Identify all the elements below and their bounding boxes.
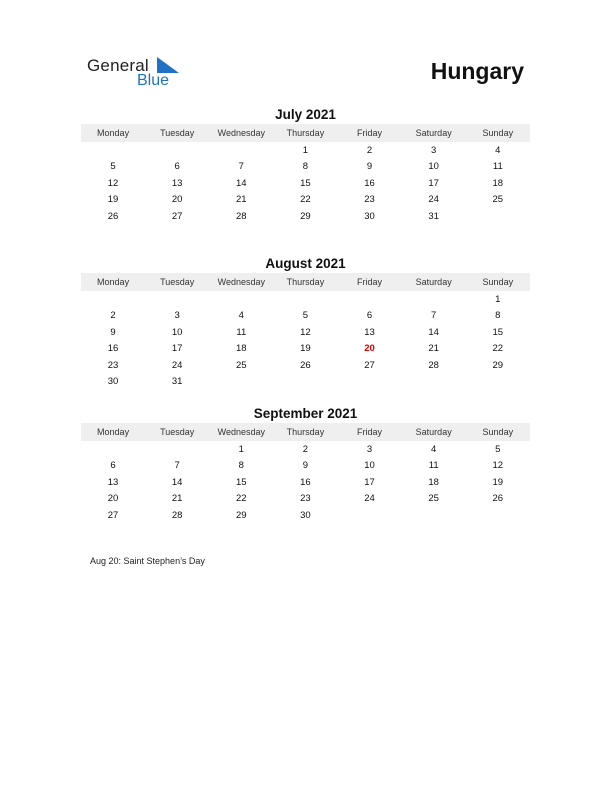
week-row [81,458,530,475]
day-cell: 15 [492,326,504,338]
day-cell: 18 [492,177,504,189]
month-title: September 2021 [253,406,358,421]
day-cell: 29 [236,509,247,521]
day-cell: 26 [492,493,504,505]
day-cell: 15 [300,177,311,189]
weekday-header: Sunday [482,427,514,437]
day-cell: 3 [174,310,180,322]
holiday-notes [90,556,205,566]
week-row [81,192,530,209]
week-row [81,491,530,508]
weekday-header: Tuesday [160,128,195,138]
day-cell: 24 [171,359,183,371]
logo-general-text: General [87,56,149,75]
day-cell: 16 [107,343,119,355]
day-cell: 8 [238,460,244,472]
day-cell: 28 [428,359,439,371]
day-cell: 5 [495,443,501,455]
month-block-july [81,106,530,225]
day-cell: 25 [428,493,439,505]
day-cell: 28 [236,210,247,222]
day-cell: 2 [366,144,373,156]
day-cell: 25 [236,359,247,371]
day-cell: 17 [428,177,439,189]
day-cell: 4 [238,310,244,322]
day-cell: 20 [107,493,119,505]
weekday-header: Monday [97,128,130,138]
day-cell: 9 [366,161,373,173]
day-cell: 28 [171,509,183,521]
day-cell: 20 [171,194,183,206]
weekday-header: Saturday [415,277,452,287]
weekday-header: Tuesday [160,277,195,287]
holiday-note: Aug 20: Saint Stephen’s Day [90,556,205,566]
day-cell: 13 [171,177,183,189]
generalblue-logo [87,56,197,92]
day-cell: 9 [302,460,309,472]
week-row [81,507,530,524]
week-row [81,308,530,325]
weekday-header: Tuesday [160,427,195,437]
day-cell: 18 [428,476,439,488]
weekday-header-row [81,273,530,291]
day-cell: 2 [302,443,309,455]
day-cell: 10 [428,161,439,173]
weekday-header: Wednesday [217,277,265,287]
day-cell: 23 [107,359,119,371]
day-cell: 4 [495,144,501,156]
day-cell: 19 [300,343,311,355]
weekday-header: Thursday [286,427,325,437]
day-cell: 6 [366,310,373,322]
day-cell: 24 [364,493,375,505]
day-cell: 21 [171,493,183,505]
day-cell: 11 [428,460,439,472]
week-row [81,208,530,225]
day-cell: 30 [107,376,119,388]
day-cell: 21 [236,194,247,206]
day-cell: 27 [107,509,119,521]
week-row [81,291,530,308]
day-cell: 30 [300,509,311,521]
month-block-september [81,405,530,524]
week-row [81,341,530,358]
day-cell: 13 [364,326,375,338]
week-row [81,324,530,341]
day-cell: 8 [302,161,309,173]
day-cell: 17 [364,476,375,488]
weekday-header: Thursday [286,277,325,287]
day-cell: 14 [171,476,183,488]
day-cell: 14 [428,326,439,338]
weekday-header: Friday [357,427,383,437]
weekday-header: Wednesday [217,128,265,138]
day-cell: 8 [495,310,501,322]
weekday-header-row [81,124,530,142]
day-cell: 7 [174,460,180,472]
month-title: July 2021 [275,107,336,122]
weekday-header: Friday [357,128,383,138]
weekday-header: Monday [97,427,130,437]
day-cell: 22 [236,493,247,505]
weekday-header-row [81,423,530,441]
day-cell: 11 [492,161,503,173]
weekday-header: Saturday [415,128,452,138]
weekday-header: Monday [97,277,130,287]
day-cell: 4 [431,443,437,455]
day-cell: 26 [107,210,119,222]
week-row [81,374,530,391]
day-cell: 31 [428,210,439,222]
day-cell: 26 [300,359,311,371]
day-cell: 29 [492,359,504,371]
day-cell: 3 [366,443,373,455]
day-cell: 17 [171,343,183,355]
day-cell: 7 [431,310,437,322]
day-cell: 9 [110,326,116,338]
weekday-header: Wednesday [217,427,265,437]
week-row [81,441,530,458]
weekday-header: Thursday [286,128,325,138]
weekday-header: Saturday [415,427,452,437]
day-cell: 1 [238,443,244,455]
week-row [81,175,530,192]
day-cell: 5 [302,310,309,322]
day-cell: 12 [107,177,119,189]
day-cell: 27 [364,359,375,371]
day-cell: 2 [110,310,116,322]
weekday-header: Sunday [482,128,514,138]
day-cell: 18 [236,343,247,355]
day-cell: 22 [492,343,504,355]
day-cell: 6 [110,460,116,472]
day-cell: 10 [171,326,183,338]
month-block-august [81,255,530,390]
week-row [81,357,530,374]
day-cell: 21 [428,343,439,355]
day-cell: 16 [364,177,375,189]
day-cell: 22 [300,194,311,206]
day-cell: 11 [236,326,247,338]
day-cell: 23 [364,194,375,206]
day-cell: 6 [174,161,180,173]
day-cell: 16 [300,476,311,488]
day-cell: 25 [492,194,504,206]
month-title: August 2021 [265,256,346,271]
weekday-header: Sunday [482,277,514,287]
day-cell: 19 [107,194,119,206]
holiday-day-cell: 20 [364,343,375,355]
day-cell: 24 [428,194,439,206]
day-cell: 27 [171,210,183,222]
day-cell: 13 [107,476,119,488]
day-cell: 23 [300,493,311,505]
day-cell: 29 [300,210,311,222]
day-cell: 31 [171,376,183,388]
day-cell: 7 [238,161,244,173]
day-cell: 1 [495,293,501,305]
day-cell: 5 [110,161,116,173]
day-cell: 15 [236,476,247,488]
day-cell: 12 [300,326,311,338]
day-cell: 10 [364,460,375,472]
logo-blue-text: Blue [137,72,170,89]
weekday-header: Friday [357,277,383,287]
logo-flag-icon [155,57,179,73]
day-cell: 19 [492,476,504,488]
country-title: Hungary [430,58,524,84]
day-cell: 1 [302,144,309,156]
day-cell: 30 [364,210,375,222]
week-row [81,159,530,176]
week-row [81,142,530,159]
day-cell: 3 [431,144,437,156]
day-cell: 14 [236,177,247,189]
week-row [81,474,530,491]
day-cell: 12 [492,460,504,472]
